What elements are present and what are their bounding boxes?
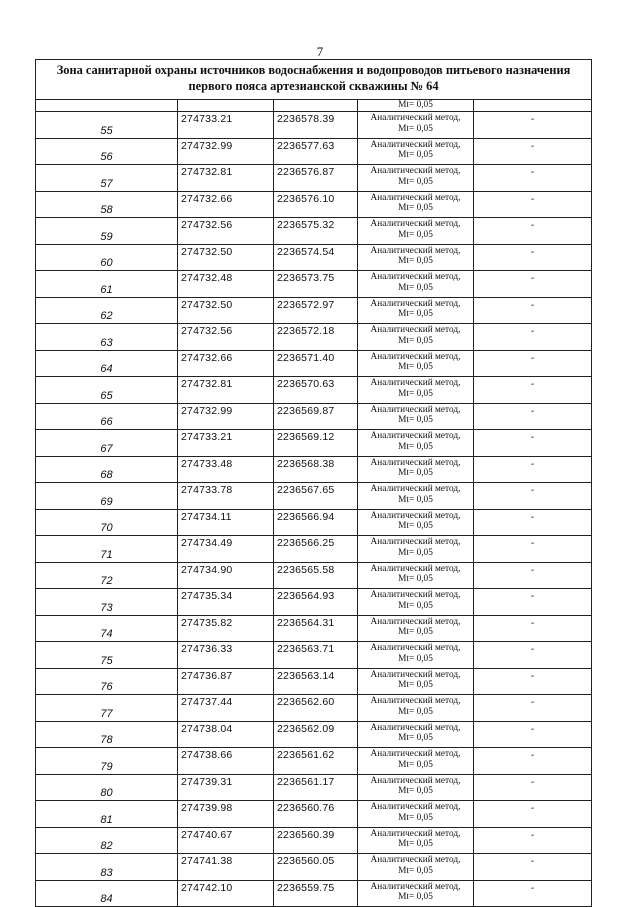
description-cell: - xyxy=(474,880,592,907)
y-coordinate-cell: 2236569.87 xyxy=(274,403,358,430)
table-row xyxy=(36,615,592,642)
x-coordinate-cell: 274732.50 xyxy=(178,244,274,271)
x-coordinate-cell: 274738.66 xyxy=(178,748,274,775)
description-cell: - xyxy=(474,827,592,854)
description-cell: - xyxy=(474,324,592,351)
y-coordinate-cell: 2236563.71 xyxy=(274,642,358,669)
description-cell: - xyxy=(474,748,592,775)
method-label: Аналитический метод, xyxy=(370,643,461,653)
table-row xyxy=(36,854,592,881)
point-number-cell: 80 xyxy=(36,774,178,801)
description-cell: - xyxy=(474,377,592,404)
table-row xyxy=(36,403,592,430)
x-coordinate-cell: 274738.04 xyxy=(178,721,274,748)
table-row xyxy=(36,827,592,854)
accuracy-label: Мt= 0,05 xyxy=(398,123,433,134)
x-coordinate-cell: 274734.49 xyxy=(178,536,274,563)
description-cell: - xyxy=(474,271,592,298)
point-number-cell: 67 xyxy=(36,430,178,457)
y-coordinate-cell: 2236569.12 xyxy=(274,430,358,457)
description-cell: - xyxy=(474,721,592,748)
method-cell xyxy=(358,297,474,324)
y-coordinate-cell: 2236571.40 xyxy=(274,350,358,377)
accuracy-label: Мt= 0,05 xyxy=(398,574,433,584)
accuracy-label: Мt= 0,05 xyxy=(398,256,433,266)
point-number-cell: 59 xyxy=(36,218,178,245)
point-number-cell: 55 xyxy=(36,112,178,139)
y-coordinate-cell: 2236574.54 xyxy=(274,244,358,271)
x-coordinate-cell: 274734.90 xyxy=(178,562,274,589)
x-coordinate-cell: 274732.99 xyxy=(178,138,274,165)
table-row xyxy=(36,774,592,801)
y-coordinate-cell: 2236572.97 xyxy=(274,297,358,324)
continuation-row xyxy=(36,100,592,112)
x-coordinate-cell: 274733.78 xyxy=(178,483,274,510)
method-label: Аналитический метод, xyxy=(370,537,461,547)
point-number-cell: 70 xyxy=(36,509,178,536)
table-row xyxy=(36,324,592,351)
method-cell xyxy=(358,642,474,669)
table-row xyxy=(36,165,592,192)
table-row xyxy=(36,509,592,536)
point-number-cell: 66 xyxy=(36,403,178,430)
description-cell: - xyxy=(474,695,592,722)
method-cell xyxy=(358,880,474,907)
method-label: Аналитический метод, xyxy=(370,325,461,335)
point-number-cell: 77 xyxy=(36,695,178,722)
y-coordinate-cell: 2236573.75 xyxy=(274,271,358,298)
method-cell xyxy=(358,562,474,589)
description-cell: - xyxy=(474,456,592,483)
description-cell: - xyxy=(474,854,592,881)
table-row xyxy=(36,456,592,483)
point-number-cell: 72 xyxy=(36,562,178,589)
table-row xyxy=(36,536,592,563)
description-cell: - xyxy=(474,801,592,828)
description-cell: - xyxy=(474,244,592,271)
point-number-cell: 75 xyxy=(36,642,178,669)
method-cell xyxy=(358,801,474,828)
description-cell: - xyxy=(474,165,592,192)
method-cell xyxy=(358,350,474,377)
method-label: Аналитический метод, xyxy=(370,351,461,362)
x-coordinate-cell: 274732.48 xyxy=(178,271,274,298)
table-row xyxy=(36,695,592,722)
continuation-num-cell xyxy=(36,100,178,112)
accuracy-label: Мt= 0,05 xyxy=(398,150,433,160)
table-row xyxy=(36,191,592,218)
method-cell xyxy=(358,324,474,351)
point-number-cell: 65 xyxy=(36,377,178,404)
point-number-cell: 68 xyxy=(36,456,178,483)
title-line-2: первого пояса артезианской скважины № 64 xyxy=(188,79,439,93)
point-number-cell: 58 xyxy=(36,191,178,218)
description-cell: - xyxy=(474,642,592,669)
accuracy-label: Мt= 0,05 xyxy=(398,733,433,743)
y-coordinate-cell: 2236564.31 xyxy=(274,615,358,642)
x-coordinate-cell: 274742.10 xyxy=(178,880,274,907)
y-coordinate-cell: 2236576.87 xyxy=(274,165,358,192)
y-coordinate-cell: 2236561.62 xyxy=(274,748,358,775)
accuracy-label: Мt= 0,05 xyxy=(398,282,433,293)
x-coordinate-cell: 274733.21 xyxy=(178,430,274,457)
y-coordinate-cell: 2236577.63 xyxy=(274,138,358,165)
method-cell xyxy=(358,615,474,642)
method-label: Аналитический метод, xyxy=(370,404,461,415)
accuracy-label: Мt= 0,05 xyxy=(398,468,433,478)
method-cell xyxy=(358,483,474,510)
accuracy-label: Мt= 0,05 xyxy=(398,494,433,505)
method-label: Аналитический метод, xyxy=(370,563,461,574)
y-coordinate-cell: 2236568.38 xyxy=(274,456,358,483)
method-label: Аналитический метод, xyxy=(370,192,461,203)
point-number-cell: 84 xyxy=(36,880,178,907)
table-row xyxy=(36,244,592,271)
point-number-cell: 78 xyxy=(36,721,178,748)
description-cell: - xyxy=(474,536,592,563)
accuracy-label: Мt= 0,05 xyxy=(398,892,433,902)
method-label: Аналитический метод, xyxy=(370,749,461,759)
method-cell xyxy=(358,536,474,563)
point-number-cell: 61 xyxy=(36,271,178,298)
method-label: Аналитический метод, xyxy=(370,881,461,892)
description-cell: - xyxy=(474,774,592,801)
x-coordinate-cell: 274736.87 xyxy=(178,668,274,695)
y-coordinate-cell: 2236560.76 xyxy=(274,801,358,828)
x-coordinate-cell: 274740.67 xyxy=(178,827,274,854)
continuation-dash-cell xyxy=(474,100,592,112)
accuracy-label: Мt= 0,05 xyxy=(398,786,433,796)
x-coordinate-cell: 274733.48 xyxy=(178,456,274,483)
accuracy-label: Мt= 0,05 xyxy=(398,176,433,187)
description-cell: - xyxy=(474,562,592,589)
page-number: 7 xyxy=(316,44,324,59)
x-coordinate-cell: 274735.82 xyxy=(178,615,274,642)
point-number-cell: 71 xyxy=(36,536,178,563)
point-number-cell: 79 xyxy=(36,748,178,775)
method-cell xyxy=(358,430,474,457)
method-label: Аналитический метод, xyxy=(370,298,461,309)
y-coordinate-cell: 2236559.75 xyxy=(274,880,358,907)
description-cell: - xyxy=(474,615,592,642)
table-row xyxy=(36,138,592,165)
method-cell xyxy=(358,668,474,695)
accuracy-label: Мt= 0,05 xyxy=(398,415,433,425)
method-label: Аналитический метод, xyxy=(370,828,461,839)
y-coordinate-cell: 2236578.39 xyxy=(274,112,358,139)
description-cell: - xyxy=(474,430,592,457)
method-label: Аналитический метод, xyxy=(370,113,461,123)
accuracy-label: Мt= 0,05 xyxy=(398,309,433,319)
point-number-cell: 56 xyxy=(36,138,178,165)
method-cell xyxy=(358,509,474,536)
description-cell: - xyxy=(474,191,592,218)
y-coordinate-cell: 2236560.39 xyxy=(274,827,358,854)
method-label: Аналитический метод, xyxy=(370,166,461,176)
y-coordinate-cell: 2236562.09 xyxy=(274,721,358,748)
method-label: Аналитический метод, xyxy=(370,431,461,441)
table-title xyxy=(36,60,592,100)
method-cell xyxy=(358,191,474,218)
accuracy-label: Мt= 0,05 xyxy=(398,203,433,213)
method-label: Аналитический метод, xyxy=(370,378,461,388)
table-row xyxy=(36,642,592,669)
point-number-cell: 82 xyxy=(36,827,178,854)
title-line-1: Зона санитарной охраны источников водоснабжения и водопроводов питьевого назначения xyxy=(56,63,571,77)
description-cell: - xyxy=(474,483,592,510)
x-coordinate-cell: 274732.56 xyxy=(178,218,274,245)
y-coordinate-cell: 2236575.32 xyxy=(274,218,358,245)
table-row xyxy=(36,483,592,510)
title-row xyxy=(36,60,592,100)
y-coordinate-cell: 2236560.05 xyxy=(274,854,358,881)
description-cell: - xyxy=(474,138,592,165)
method-label: Аналитический метод, xyxy=(370,722,461,733)
method-label: Аналитический метод, xyxy=(370,616,461,627)
x-coordinate-cell: 274732.56 xyxy=(178,324,274,351)
method-label: Аналитический метод, xyxy=(370,272,461,282)
method-label: Аналитический метод, xyxy=(370,484,461,494)
description-cell: - xyxy=(474,403,592,430)
table-row xyxy=(36,801,592,828)
method-label: Аналитический метод, xyxy=(370,696,461,706)
method-cell xyxy=(358,218,474,245)
y-coordinate-cell: 2236564.93 xyxy=(274,589,358,616)
table-row xyxy=(36,880,592,907)
method-cell xyxy=(358,695,474,722)
continuation-method-cell xyxy=(358,100,474,112)
description-cell: - xyxy=(474,350,592,377)
method-cell xyxy=(358,854,474,881)
y-coordinate-cell: 2236565.58 xyxy=(274,562,358,589)
description-cell: - xyxy=(474,112,592,139)
table-row xyxy=(36,297,592,324)
x-coordinate-cell: 274736.33 xyxy=(178,642,274,669)
method-cell xyxy=(358,403,474,430)
point-number-cell: 81 xyxy=(36,801,178,828)
table-row xyxy=(36,721,592,748)
point-number-cell: 73 xyxy=(36,589,178,616)
x-coordinate-cell: 274739.98 xyxy=(178,801,274,828)
method-label: Аналитический метод, xyxy=(370,457,461,468)
accuracy-label: Мt= 0,05 xyxy=(398,521,433,531)
point-number-cell: 62 xyxy=(36,297,178,324)
table-row xyxy=(36,112,592,139)
x-coordinate-cell: 274732.81 xyxy=(178,377,274,404)
continuation-accuracy: Мt= 0,05 xyxy=(398,100,433,110)
description-cell: - xyxy=(474,509,592,536)
y-coordinate-cell: 2236566.94 xyxy=(274,509,358,536)
x-coordinate-cell: 274732.66 xyxy=(178,350,274,377)
method-cell xyxy=(358,774,474,801)
table-row xyxy=(36,562,592,589)
point-number-cell: 76 xyxy=(36,668,178,695)
y-coordinate-cell: 2236566.25 xyxy=(274,536,358,563)
accuracy-label: Мt= 0,05 xyxy=(398,839,433,849)
method-label: Аналитический метод, xyxy=(370,245,461,256)
method-label: Аналитический метод, xyxy=(370,855,461,865)
x-coordinate-cell: 274732.81 xyxy=(178,165,274,192)
table-row xyxy=(36,350,592,377)
method-label: Аналитический метод, xyxy=(370,802,461,812)
method-cell xyxy=(358,165,474,192)
x-coordinate-cell: 274732.66 xyxy=(178,191,274,218)
accuracy-label: Мt= 0,05 xyxy=(398,706,433,717)
accuracy-label: Мt= 0,05 xyxy=(398,335,433,346)
method-cell xyxy=(358,589,474,616)
method-cell xyxy=(358,244,474,271)
method-cell xyxy=(358,377,474,404)
method-label: Аналитический метод, xyxy=(370,510,461,521)
method-cell xyxy=(358,138,474,165)
x-coordinate-cell: 274735.34 xyxy=(178,589,274,616)
description-cell: - xyxy=(474,218,592,245)
method-cell xyxy=(358,748,474,775)
x-coordinate-cell: 274739.31 xyxy=(178,774,274,801)
method-cell xyxy=(358,271,474,298)
accuracy-label: Мt= 0,05 xyxy=(398,600,433,611)
method-label: Аналитический метод, xyxy=(370,219,461,229)
table-row xyxy=(36,668,592,695)
x-coordinate-cell: 274734.11 xyxy=(178,509,274,536)
method-label: Аналитический метод, xyxy=(370,590,461,600)
method-cell xyxy=(358,827,474,854)
point-number-cell: 69 xyxy=(36,483,178,510)
table-row xyxy=(36,377,592,404)
description-cell: - xyxy=(474,589,592,616)
method-cell xyxy=(358,456,474,483)
table-row xyxy=(36,589,592,616)
y-coordinate-cell: 2236562.60 xyxy=(274,695,358,722)
accuracy-label: Мt= 0,05 xyxy=(398,388,433,399)
description-cell: - xyxy=(474,297,592,324)
y-coordinate-cell: 2236572.18 xyxy=(274,324,358,351)
table-row xyxy=(36,218,592,245)
table-row xyxy=(36,748,592,775)
accuracy-label: Мt= 0,05 xyxy=(398,441,433,452)
point-number-cell: 83 xyxy=(36,854,178,881)
accuracy-label: Мt= 0,05 xyxy=(398,759,433,770)
accuracy-label: Мt= 0,05 xyxy=(398,547,433,558)
x-coordinate-cell: 274732.99 xyxy=(178,403,274,430)
continuation-y-cell xyxy=(274,100,358,112)
y-coordinate-cell: 2236563.14 xyxy=(274,668,358,695)
method-cell xyxy=(358,721,474,748)
point-number-cell: 74 xyxy=(36,615,178,642)
point-number-cell: 60 xyxy=(36,244,178,271)
point-number-cell: 64 xyxy=(36,350,178,377)
method-label: Аналитический метод, xyxy=(370,669,461,680)
accuracy-label: Мt= 0,05 xyxy=(398,680,433,690)
y-coordinate-cell: 2236576.10 xyxy=(274,191,358,218)
y-coordinate-cell: 2236561.17 xyxy=(274,774,358,801)
coordinates-table xyxy=(35,59,592,907)
accuracy-label: Мt= 0,05 xyxy=(398,812,433,823)
point-number-cell: 57 xyxy=(36,165,178,192)
table-body xyxy=(36,60,592,907)
x-coordinate-cell: 274737.44 xyxy=(178,695,274,722)
method-label: Аналитический метод, xyxy=(370,139,461,150)
description-cell: - xyxy=(474,668,592,695)
table-row xyxy=(36,271,592,298)
accuracy-label: Мt= 0,05 xyxy=(398,865,433,876)
accuracy-label: Мt= 0,05 xyxy=(398,627,433,637)
y-coordinate-cell: 2236567.65 xyxy=(274,483,358,510)
continuation-x-cell xyxy=(178,100,274,112)
method-label: Аналитический метод, xyxy=(370,775,461,786)
x-coordinate-cell: 274741.38 xyxy=(178,854,274,881)
method-cell xyxy=(358,112,474,139)
point-number-cell: 63 xyxy=(36,324,178,351)
table-row xyxy=(36,430,592,457)
accuracy-label: Мt= 0,05 xyxy=(398,362,433,372)
x-coordinate-cell: 274733.21 xyxy=(178,112,274,139)
y-coordinate-cell: 2236570.63 xyxy=(274,377,358,404)
x-coordinate-cell: 274732.50 xyxy=(178,297,274,324)
accuracy-label: Мt= 0,05 xyxy=(398,653,433,664)
accuracy-label: Мt= 0,05 xyxy=(398,229,433,240)
